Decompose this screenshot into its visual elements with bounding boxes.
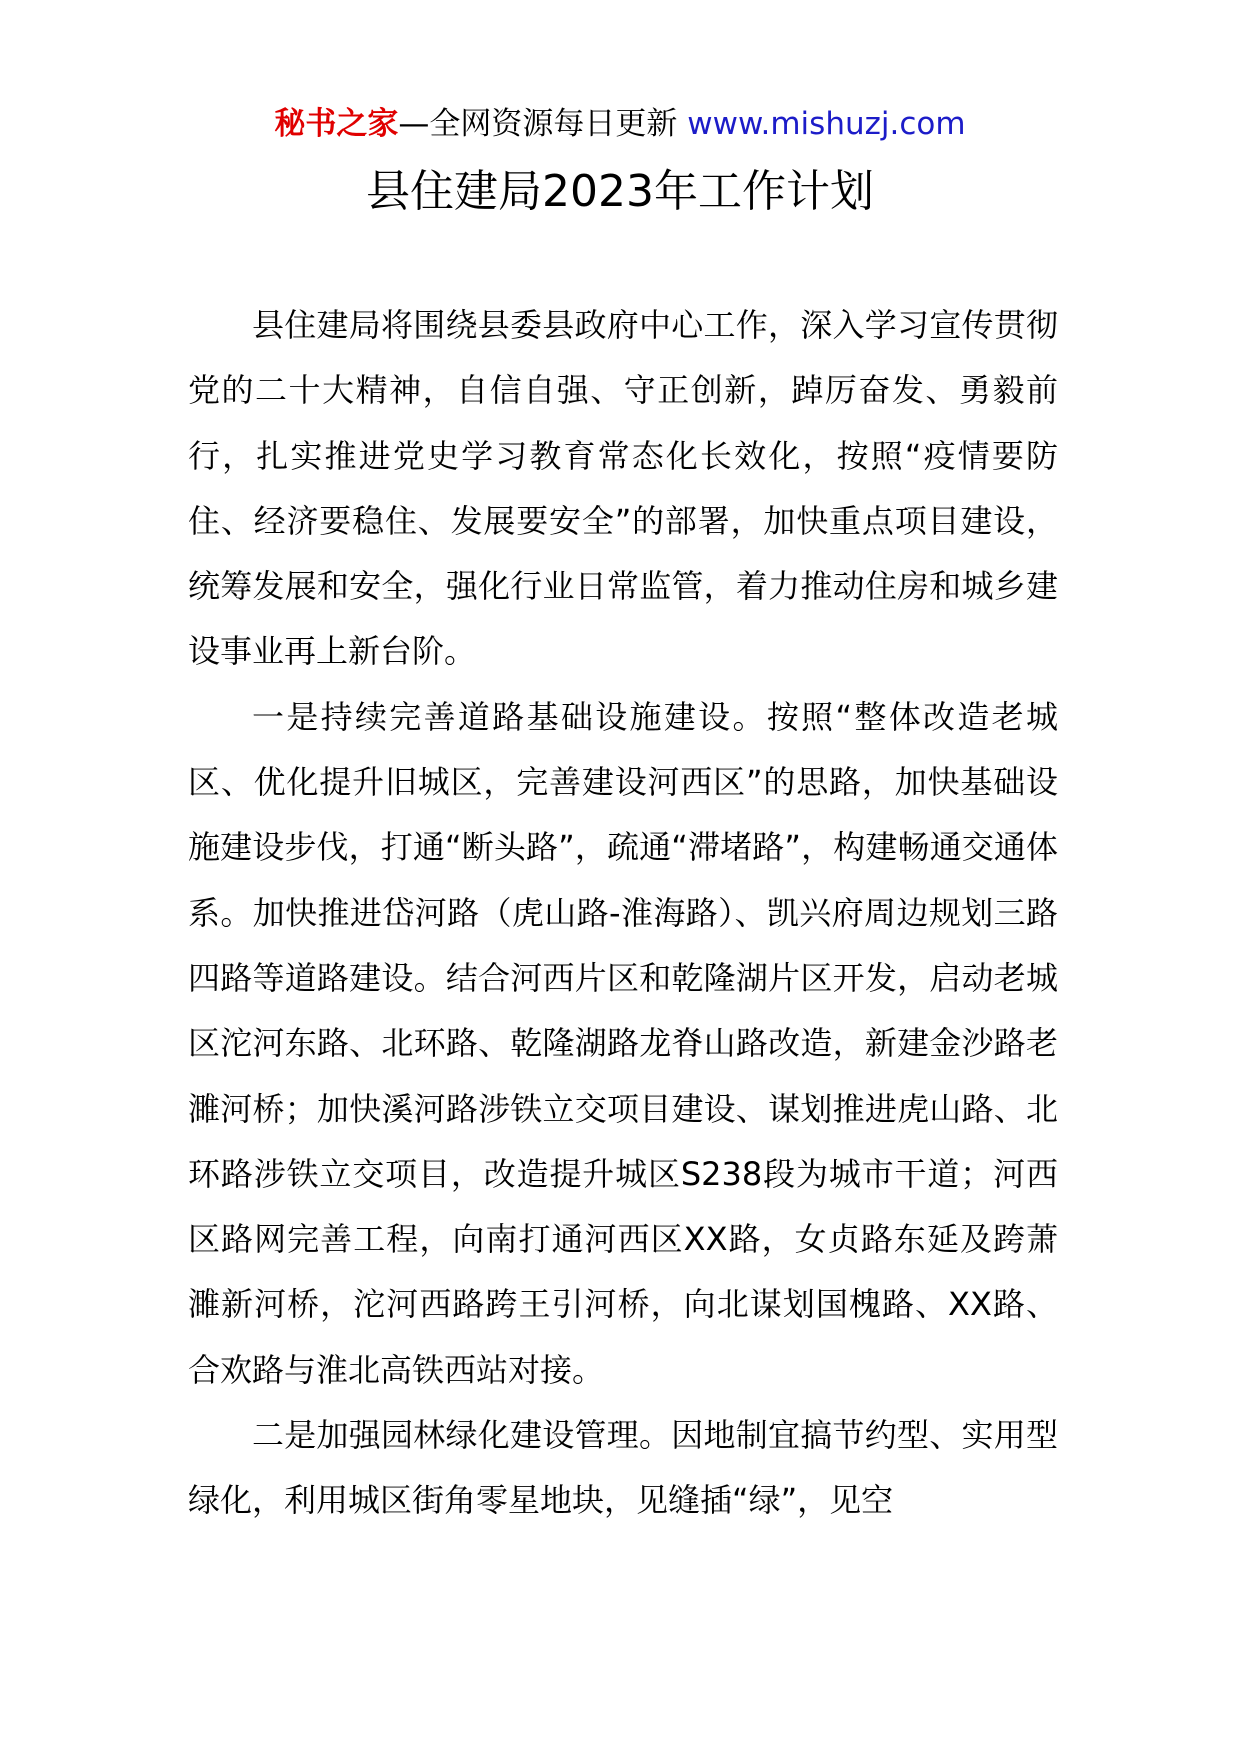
- document-title: 县住建局2023年工作计划: [366, 166, 874, 217]
- site-url-link[interactable]: www.mishuzj.com: [687, 106, 966, 142]
- paragraph-road-infrastructure: 一是持续完善道路基础设施建设。按照“整体改造老城区、优化提升旧城区，完善建设河西区”的思路，加快基础设施建设步伐，打通“断头路”，疏通“滞堵路”，构建畅通交通体系。加快推进岱河路（虎山路-淮海路）、凯兴府周边规划三路四路等道路建设。结合河西片区和乾隆湖片区开发，启动老城区沱河东路、北环路、乾隆湖路龙脊山路改造，新建金沙路老濉河桥；加快溪河路涉铁立交项目建设、谋划推进虎山路、北环路涉铁立交项目，改造提升城区S238段为城市干道；河西区路网完善工程，向南打通河西区XX路，女贞路东延及跨萧濉新河桥，沱河西路跨王引河桥，向北谋划国槐路、XX路、合欢路与淮北高铁西站对接。: [188, 697, 1058, 1389]
- paragraph-intro: 县住建局将围绕县委县政府中心工作，深入学习宣传贯彻党的二十大精神，自信自强、守正创新，踔厉奋发、勇毅前行，扎实推进党史学习教育常态化长效化，按照“疫情要防住、经济要稳住、发展要安全”的部署，加快重点项目建设，统筹发展和安全，强化行业日常监管，着力推动住房和城乡建设事业再上新台阶。: [188, 306, 1058, 671]
- document-body: [188, 293, 1058, 1534]
- paragraph-landscaping: 二是加强园林绿化建设管理。因地制宜搞节约型、实用型绿化，利用城区街角零星地块，见缝插“绿”，见空: [188, 1416, 1058, 1520]
- header-tagline: —全网资源每日更新: [398, 106, 688, 142]
- brand-name: 秘书之家: [274, 106, 399, 142]
- site-header: [0, 104, 1240, 144]
